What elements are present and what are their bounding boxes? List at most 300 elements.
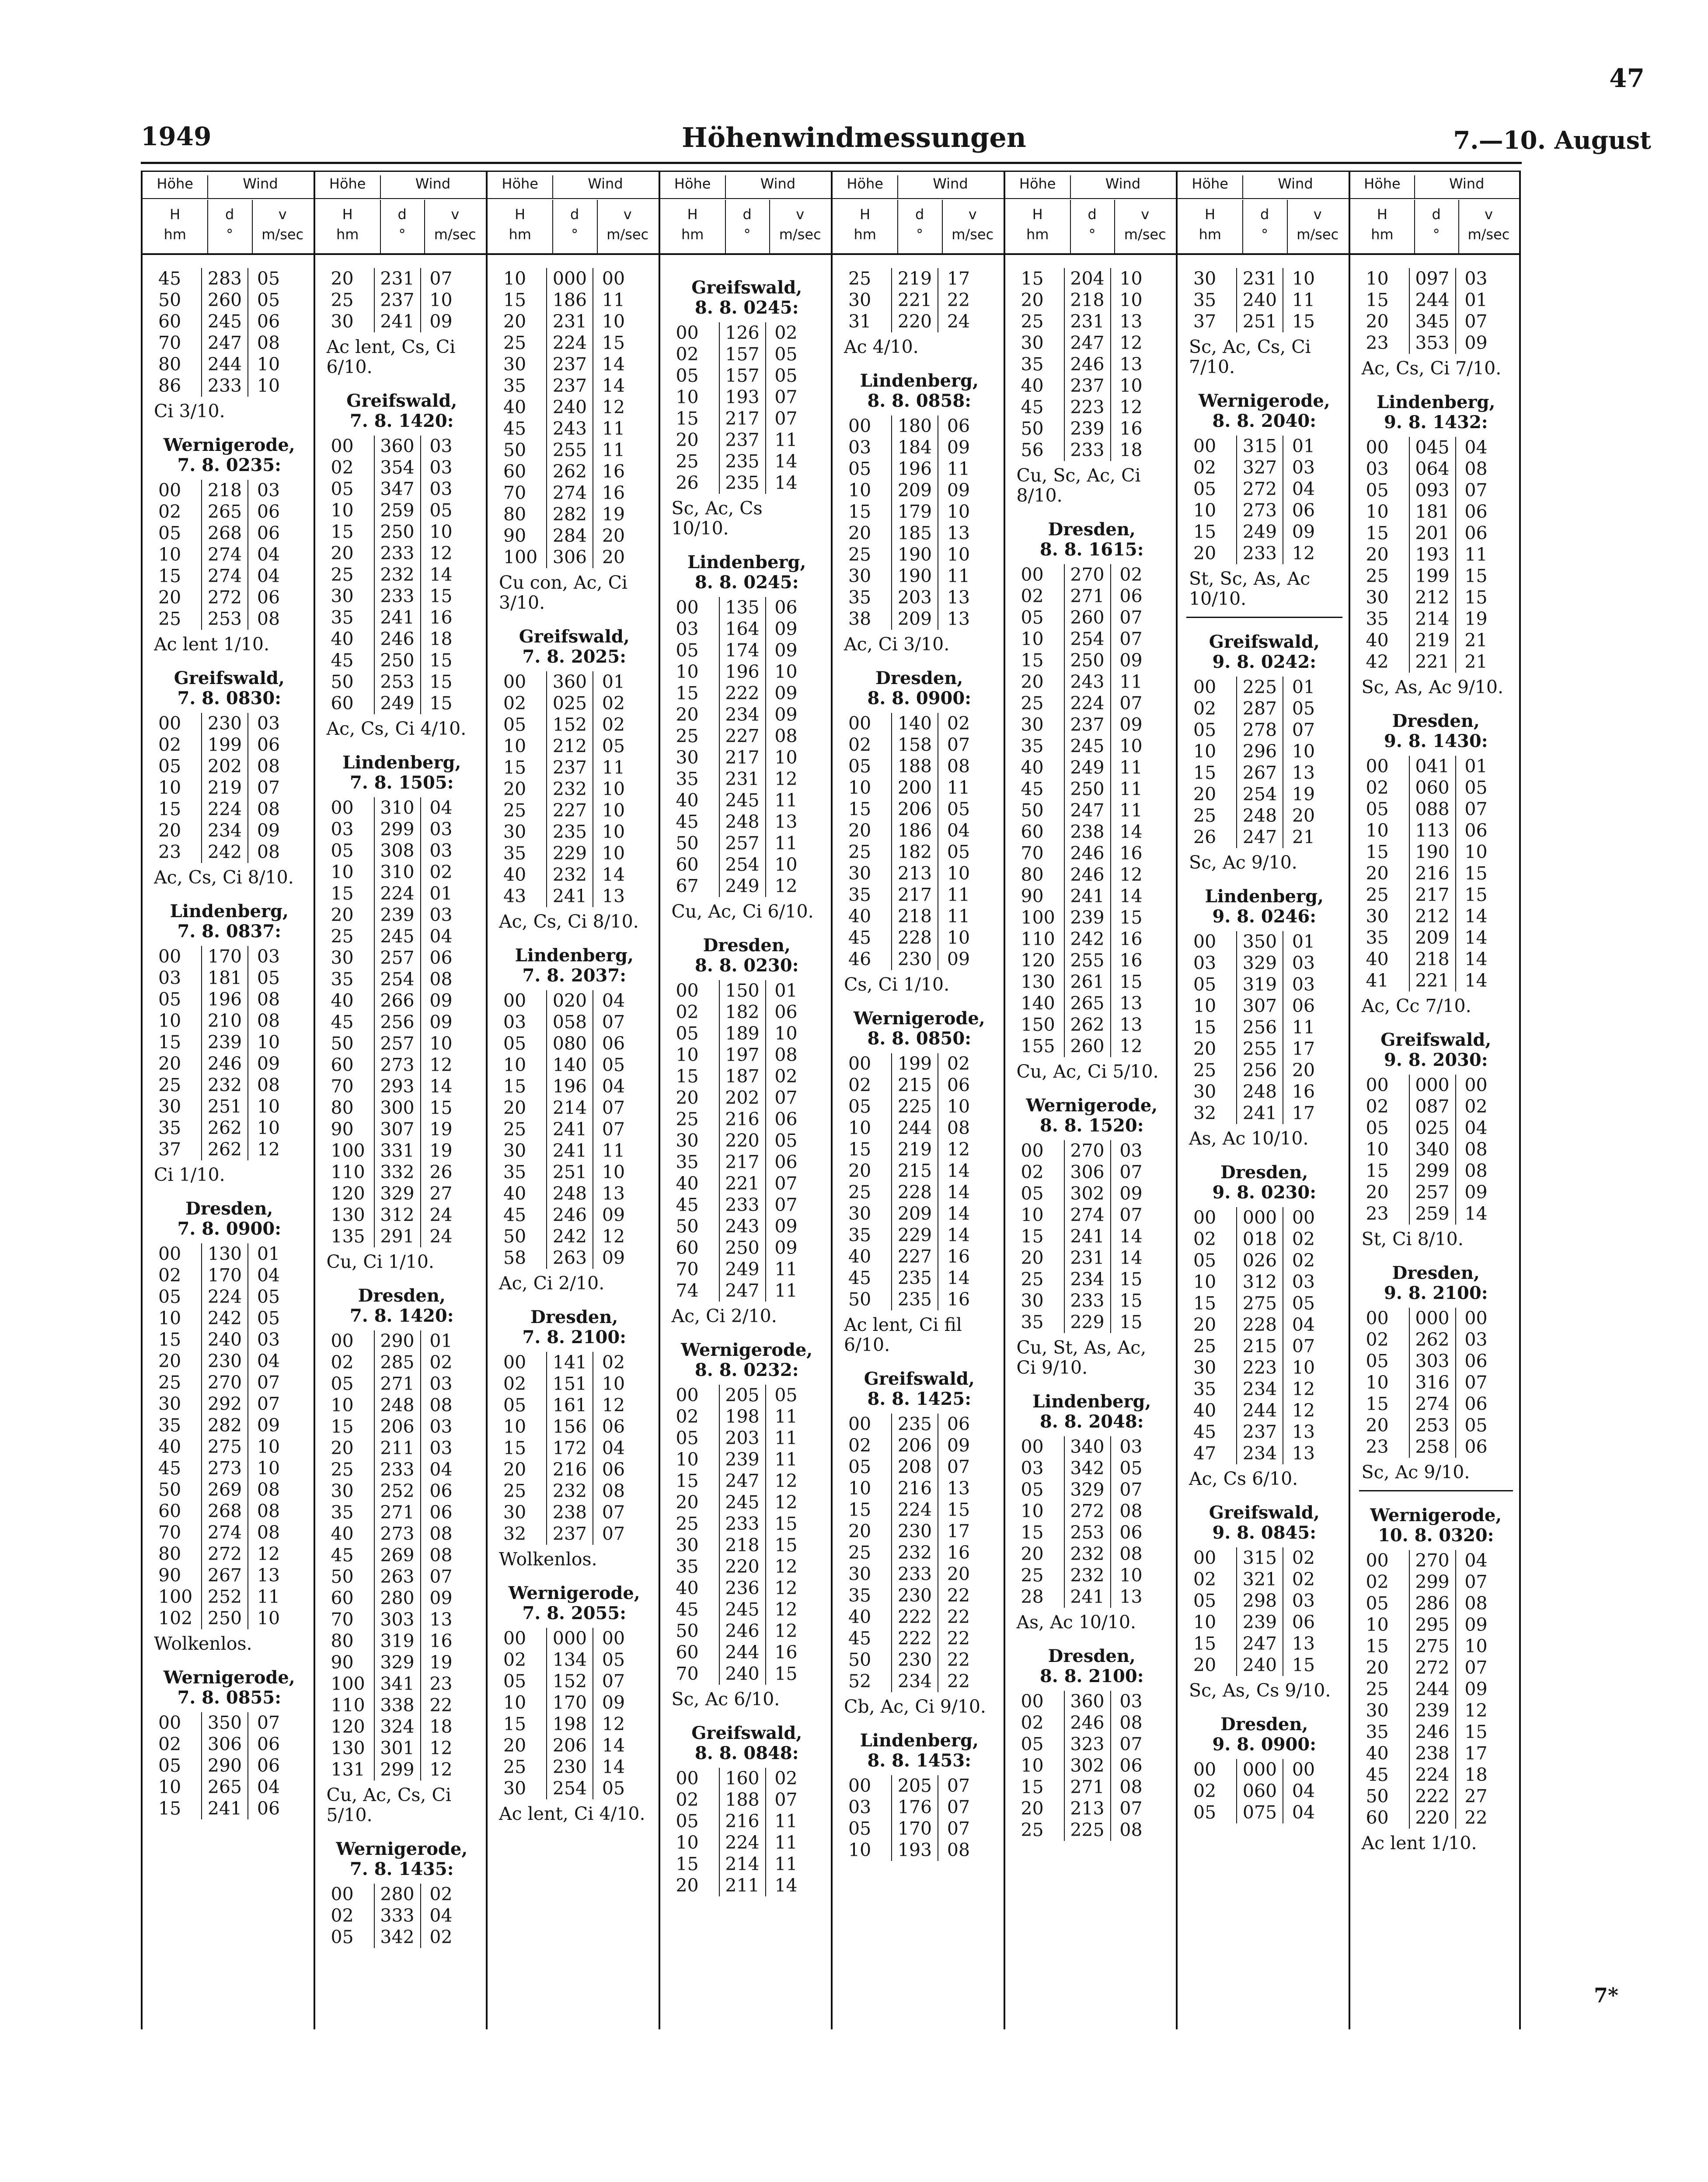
height-cell: 05 xyxy=(676,1023,699,1044)
speed-cell: 14 xyxy=(774,451,798,472)
table-row xyxy=(1186,457,1324,478)
table-row xyxy=(1014,628,1151,650)
table-row xyxy=(669,1130,806,1152)
height-cell: 30 xyxy=(848,863,871,884)
direction-cell: 164 xyxy=(719,618,766,640)
station-name: Wernigerode, xyxy=(163,435,295,455)
table-row xyxy=(151,1053,289,1075)
direction-cell: 227 xyxy=(547,800,593,821)
station-name: Dresden, xyxy=(358,1285,446,1306)
direction-cell: 247 xyxy=(202,332,248,354)
speed-cell: 01 xyxy=(1292,931,1315,952)
speed-cell: 07 xyxy=(1119,607,1143,628)
height-cell: 45 xyxy=(331,650,354,671)
table-row xyxy=(324,268,461,290)
height-cell: 25 xyxy=(331,926,354,947)
direction-cell: 241 xyxy=(1064,1226,1111,1247)
direction-cell: 087 xyxy=(1409,1096,1456,1117)
speed-cell: 23 xyxy=(429,1673,453,1694)
direction-cell: 230 xyxy=(892,1649,938,1671)
height-cell: 10 xyxy=(158,544,181,565)
direction-cell: 299 xyxy=(374,819,421,840)
sounding-block xyxy=(496,946,652,1293)
height-cell: 25 xyxy=(1193,1060,1217,1081)
observation-time: 8. 8. 0850: xyxy=(867,1028,971,1049)
speed-cell: 14 xyxy=(1119,1247,1143,1268)
table-row xyxy=(324,457,461,478)
sounding-block xyxy=(1186,1714,1342,1823)
sounding-block xyxy=(151,1199,307,1654)
table-row xyxy=(496,1119,634,1140)
table-row xyxy=(1014,332,1151,354)
direction-cell: 259 xyxy=(1409,1203,1456,1225)
direction-cell: 265 xyxy=(202,501,248,523)
height-cell: 15 xyxy=(848,799,871,820)
speed-cell: 11 xyxy=(947,906,970,927)
station-name: Greifswald, xyxy=(1380,1030,1492,1050)
speed-cell: 02 xyxy=(602,693,625,714)
speed-cell: 07 xyxy=(1119,693,1143,714)
station-name: Wernigerode, xyxy=(681,1340,813,1360)
direction-cell: 220 xyxy=(719,1556,766,1578)
speed-cell: 11 xyxy=(774,1406,798,1427)
height-cell: 10 xyxy=(848,480,871,501)
speed-cell: 14 xyxy=(1464,927,1488,948)
table-row xyxy=(324,1673,461,1695)
hm-label: hm xyxy=(1199,226,1221,243)
speed-cell: 07 xyxy=(774,1789,798,1810)
station-name: Lindenberg, xyxy=(860,1730,979,1751)
sounding-block xyxy=(1186,632,1342,873)
height-cell: 35 xyxy=(676,1152,699,1173)
h-label: H xyxy=(687,206,698,223)
wind-label: Wind xyxy=(588,175,623,192)
speed-cell: 22 xyxy=(1464,1807,1488,1828)
table-row xyxy=(496,1416,634,1438)
observation-table xyxy=(496,671,634,907)
height-cell: 15 xyxy=(1021,1226,1044,1247)
height-cell: 45 xyxy=(676,1599,699,1620)
table-row xyxy=(496,332,634,354)
height-cell: 40 xyxy=(331,990,354,1011)
height-cell: 25 xyxy=(158,608,181,629)
cloud-note: Ac, Cs, Ci 4/10. xyxy=(326,718,467,739)
height-cell: 00 xyxy=(848,1053,871,1074)
speed-cell: 15 xyxy=(774,1513,798,1534)
speed-cell: 05 xyxy=(602,1054,625,1075)
direction-cell: 272 xyxy=(1409,1657,1456,1679)
height-cell: 02 xyxy=(676,1406,699,1427)
height-cell: 02 xyxy=(848,1435,871,1456)
cloud-note: Cu con, Ac, Ci 3/10. xyxy=(499,572,628,613)
table-row xyxy=(151,1777,289,1798)
height-cell: 25 xyxy=(503,800,526,821)
station-name: Wernigerode, xyxy=(1198,391,1330,411)
direction-cell: 273 xyxy=(374,1054,421,1076)
speed-cell: 24 xyxy=(947,311,970,332)
speed-cell: 03 xyxy=(429,1416,453,1437)
table-row xyxy=(669,344,806,365)
speed-cell: 10 xyxy=(257,1458,280,1479)
table-row xyxy=(151,1755,289,1777)
height-cell: 45 xyxy=(1193,1421,1217,1442)
direction-cell: 224 xyxy=(1064,693,1111,714)
page-number: 47 xyxy=(1609,63,1645,93)
height-cell: 20 xyxy=(1366,311,1389,332)
observation-time: 7. 8. 1420: xyxy=(350,411,454,431)
speed-cell: 08 xyxy=(774,726,798,747)
height-cell: 43 xyxy=(503,886,526,907)
direction-cell: 152 xyxy=(547,1671,593,1692)
speed-cell: 06 xyxy=(1292,995,1315,1016)
speed-cell: 13 xyxy=(1119,311,1143,332)
table-row xyxy=(496,1756,634,1778)
direction-cell: 150 xyxy=(719,980,766,1002)
height-cell: 30 xyxy=(1021,714,1044,735)
direction-cell: 360 xyxy=(547,671,593,693)
direction-cell: 241 xyxy=(1237,1103,1283,1124)
speed-cell: 15 xyxy=(1119,907,1143,928)
table-row xyxy=(151,1734,289,1755)
height-cell: 40 xyxy=(331,1523,354,1544)
table-row xyxy=(1359,1636,1496,1657)
direction-cell: 231 xyxy=(1064,311,1111,332)
direction-cell: 347 xyxy=(374,478,421,500)
height-cell: 20 xyxy=(676,1492,699,1513)
hoehe-label: Höhe xyxy=(1350,175,1415,198)
wind-label: Wind xyxy=(1278,175,1313,192)
table-row xyxy=(1014,564,1151,586)
sounding-block xyxy=(669,936,825,1326)
observation-table xyxy=(841,1414,979,1692)
direction-cell: 222 xyxy=(1409,1786,1456,1807)
table-row xyxy=(1186,741,1324,762)
direction-cell: 360 xyxy=(1064,1691,1111,1712)
table-row xyxy=(151,1265,289,1286)
direction-cell: 299 xyxy=(374,1759,421,1781)
observation-table xyxy=(151,480,289,630)
observation-table xyxy=(841,1053,979,1310)
observation-time: 9. 8. 0246: xyxy=(1212,906,1316,927)
table-row xyxy=(1359,1393,1496,1415)
table-row xyxy=(1186,1357,1324,1379)
height-cell: 50 xyxy=(503,1226,526,1247)
speed-cell: 14 xyxy=(602,864,625,885)
table-row xyxy=(841,949,979,970)
table-row xyxy=(841,1160,979,1182)
height-cell: 35 xyxy=(1021,354,1044,375)
height-cell: 00 xyxy=(158,480,181,501)
table-row xyxy=(669,683,806,704)
speed-cell: 09 xyxy=(774,683,798,704)
direction-cell: 241 xyxy=(1064,886,1111,907)
table-row xyxy=(669,1002,806,1023)
direction-cell: 241 xyxy=(1064,1586,1111,1608)
table-row xyxy=(324,311,461,332)
height-cell: 05 xyxy=(158,756,181,777)
direction-cell: 239 xyxy=(1237,1612,1283,1633)
table-row xyxy=(324,1652,461,1673)
table-row xyxy=(1359,1786,1496,1807)
height-cell: 15 xyxy=(331,1416,354,1437)
speed-cell: 08 xyxy=(429,969,453,990)
hoehe-label: Höhe xyxy=(833,175,898,198)
deg-label: ° xyxy=(226,226,234,243)
height-cell: 30 xyxy=(1366,587,1389,608)
speed-cell: 15 xyxy=(774,1535,798,1556)
height-cell: 15 xyxy=(1366,841,1389,862)
speed-cell: 13 xyxy=(1119,1586,1143,1607)
table-row xyxy=(841,523,979,544)
height-cell: 05 xyxy=(1193,1590,1217,1611)
cloud-note: Cs, Ci 1/10. xyxy=(844,974,950,995)
table-row xyxy=(841,1478,979,1499)
speed-cell: 02 xyxy=(1292,1569,1315,1590)
direction-cell: 248 xyxy=(547,1183,593,1204)
height-cell: 15 xyxy=(848,1499,871,1520)
height-cell: 40 xyxy=(331,628,354,649)
column-body xyxy=(1005,255,1176,1841)
table-row xyxy=(151,375,289,397)
speed-cell: 16 xyxy=(1119,418,1143,439)
table-row xyxy=(669,1663,806,1685)
direction-cell: 224 xyxy=(719,1832,766,1854)
table-row xyxy=(841,906,979,927)
table-row xyxy=(151,1372,289,1393)
direction-cell: 237 xyxy=(547,354,593,375)
data-column xyxy=(831,171,1004,2029)
direction-cell: 255 xyxy=(1237,1038,1283,1060)
table-row xyxy=(841,799,979,820)
height-cell: 15 xyxy=(158,1032,181,1053)
cloud-note: Ci 1/10. xyxy=(154,1164,225,1185)
direction-cell: 242 xyxy=(1064,929,1111,950)
cloud-note: Sc, Ac 9/10. xyxy=(1361,1462,1470,1483)
direction-cell: 243 xyxy=(547,418,593,440)
table-row xyxy=(1014,1479,1151,1501)
height-cell: 05 xyxy=(1193,974,1217,995)
speed-cell: 06 xyxy=(1119,586,1143,607)
height-cell: 00 xyxy=(848,1775,871,1796)
height-cell: 30 xyxy=(503,1140,526,1161)
direction-cell: 232 xyxy=(547,864,593,886)
h-label: H xyxy=(515,206,526,223)
speed-cell: 10 xyxy=(1464,841,1488,862)
height-cell: 23 xyxy=(1366,332,1389,353)
height-cell: 60 xyxy=(158,1501,181,1522)
speed-cell: 08 xyxy=(1464,1160,1488,1181)
table-row xyxy=(151,1436,289,1458)
direction-cell: 243 xyxy=(1064,671,1111,693)
direction-cell: 244 xyxy=(202,354,248,375)
height-cell: 02 xyxy=(676,344,699,365)
table-row xyxy=(1186,1293,1324,1314)
observation-table xyxy=(1014,564,1151,1057)
table-row xyxy=(669,408,806,429)
speed-cell: 03 xyxy=(1119,1140,1143,1161)
speed-cell: 16 xyxy=(429,1630,453,1651)
speed-cell: 05 xyxy=(257,1286,280,1307)
table-row xyxy=(841,1818,979,1840)
speed-cell: 11 xyxy=(774,1811,798,1832)
direction-cell: 235 xyxy=(547,821,593,843)
observation-table xyxy=(841,713,979,970)
direction-cell: 241 xyxy=(374,311,421,332)
data-column xyxy=(314,171,486,2029)
speed-cell: 04 xyxy=(257,544,280,565)
table-row xyxy=(1186,1379,1324,1400)
sounding-block xyxy=(841,371,997,654)
height-cell: 00 xyxy=(1193,677,1217,698)
height-cell: 03 xyxy=(1366,458,1389,479)
height-cell: 02 xyxy=(331,1352,354,1373)
speed-cell: 16 xyxy=(1119,950,1143,971)
speed-cell: 07 xyxy=(1464,1657,1488,1678)
station-name: Dresden, xyxy=(1048,519,1136,540)
direction-cell: 240 xyxy=(719,1663,766,1685)
direction-cell: 247 xyxy=(1064,800,1111,821)
d-label: d xyxy=(1260,206,1269,223)
direction-cell: 209 xyxy=(892,480,938,501)
direction-cell: 233 xyxy=(719,1194,766,1216)
table-row xyxy=(324,1438,461,1459)
station-name: Wernigerode, xyxy=(1370,1505,1502,1526)
speed-cell: 05 xyxy=(947,799,970,820)
observation-table xyxy=(1186,677,1324,848)
speed-cell: 20 xyxy=(602,547,625,568)
speed-cell: 07 xyxy=(1464,1372,1488,1393)
speed-cell: 08 xyxy=(774,1044,798,1065)
table-row xyxy=(841,1267,979,1289)
observation-time: 9. 8. 0845: xyxy=(1212,1522,1316,1543)
table-row xyxy=(151,946,289,967)
height-cell: 40 xyxy=(676,790,699,811)
speed-cell: 11 xyxy=(1119,800,1143,821)
height-cell: 20 xyxy=(158,820,181,841)
speed-cell: 08 xyxy=(257,756,280,777)
height-cell: 00 xyxy=(1021,1436,1044,1457)
table-row xyxy=(1014,1204,1151,1226)
deg-label: ° xyxy=(571,226,579,243)
table-row xyxy=(669,1259,806,1280)
speed-cell: 06 xyxy=(1464,1436,1488,1457)
ms-label: m/sec xyxy=(779,226,821,243)
height-cell: 00 xyxy=(503,671,526,692)
direction-cell: 064 xyxy=(1409,458,1456,480)
table-row xyxy=(324,1502,461,1523)
table-row xyxy=(841,608,979,630)
table-row xyxy=(151,1286,289,1308)
speed-cell: 06 xyxy=(774,1002,798,1023)
height-cell: 00 xyxy=(848,1414,871,1435)
height-cell: 35 xyxy=(1366,927,1389,948)
speed-cell: 10 xyxy=(947,927,970,948)
table-row xyxy=(1014,693,1151,714)
speed-cell: 08 xyxy=(257,332,280,353)
table-row xyxy=(1186,1547,1324,1569)
height-cell: 05 xyxy=(331,840,354,861)
cloud-note: Ac, Cs 6/10. xyxy=(1189,1468,1298,1489)
direction-cell: 216 xyxy=(1409,863,1456,884)
table-row xyxy=(151,1351,289,1372)
speed-cell: 08 xyxy=(429,1395,453,1416)
table-row xyxy=(324,1054,461,1076)
speed-cell: 14 xyxy=(429,1076,453,1097)
height-cell: 20 xyxy=(676,1087,699,1108)
table-row xyxy=(324,543,461,564)
direction-cell: 254 xyxy=(547,1778,593,1799)
table-row xyxy=(669,429,806,451)
speed-cell: 05 xyxy=(774,1385,798,1406)
speed-cell: 10 xyxy=(947,863,970,884)
speed-cell: 07 xyxy=(774,408,798,429)
cloud-note: Cu, Ci 1/10. xyxy=(326,1251,434,1272)
speed-cell: 06 xyxy=(774,1152,798,1173)
speed-cell: 05 xyxy=(1119,1458,1143,1479)
direction-cell: 093 xyxy=(1409,480,1456,501)
direction-cell: 237 xyxy=(547,375,593,397)
table-row xyxy=(324,1395,461,1416)
table-row xyxy=(1014,1734,1151,1755)
table-row xyxy=(496,1247,634,1269)
speed-cell: 11 xyxy=(1119,779,1143,799)
speed-cell: 13 xyxy=(1292,1443,1315,1464)
direction-cell: 287 xyxy=(1237,698,1283,719)
speed-cell: 10 xyxy=(602,779,625,799)
speed-cell: 01 xyxy=(1464,290,1488,311)
direction-cell: 246 xyxy=(719,1620,766,1642)
cloud-note: Wolkenlos. xyxy=(499,1549,597,1570)
direction-cell: 202 xyxy=(719,1087,766,1109)
table-row xyxy=(496,311,634,332)
direction-cell: 274 xyxy=(202,566,248,587)
table-row xyxy=(669,1556,806,1578)
station-name: Dresden, xyxy=(185,1198,273,1219)
height-cell: 03 xyxy=(848,437,871,458)
direction-cell: 196 xyxy=(892,458,938,480)
speed-cell: 10 xyxy=(429,521,453,542)
h-label: H xyxy=(170,206,181,223)
speed-cell: 06 xyxy=(1119,1755,1143,1776)
direction-cell: 267 xyxy=(1237,762,1283,784)
height-cell: 30 xyxy=(848,290,871,311)
station-name: Lindenberg, xyxy=(170,901,289,922)
direction-cell: 299 xyxy=(1409,1160,1456,1182)
table-row xyxy=(151,501,289,523)
height-cell: 30 xyxy=(503,354,526,375)
cloud-note: Sc, Ac, Cs, Ci 7/10. xyxy=(1189,336,1311,377)
speed-cell: 02 xyxy=(1464,1096,1488,1117)
speed-cell: 04 xyxy=(1464,1117,1488,1138)
speed-cell: 11 xyxy=(602,290,625,311)
direction-cell: 280 xyxy=(374,1588,421,1609)
direction-cell: 257 xyxy=(374,947,421,969)
direction-cell: 231 xyxy=(1237,268,1283,290)
d-label: d xyxy=(742,206,752,223)
table-row xyxy=(151,587,289,608)
direction-cell: 212 xyxy=(547,736,593,757)
height-cell: 20 xyxy=(1193,1655,1217,1676)
direction-cell: 265 xyxy=(1064,993,1111,1014)
height-cell: 60 xyxy=(158,311,181,332)
speed-cell: 24 xyxy=(429,1226,453,1247)
speed-cell: 09 xyxy=(1464,1679,1488,1700)
table-row xyxy=(1186,1443,1324,1464)
ms-label: m/sec xyxy=(607,226,649,243)
height-cell: 00 xyxy=(1193,1759,1217,1780)
table-row xyxy=(1186,1759,1324,1781)
speed-cell: 12 xyxy=(1119,864,1143,885)
